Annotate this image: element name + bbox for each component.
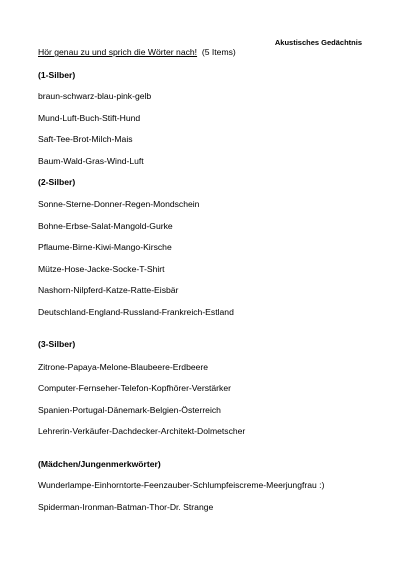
- section-heading-2-silber: (2-Silber): [38, 177, 76, 187]
- word-list-item: Baum-Wald-Gras-Wind-Luft: [38, 156, 144, 166]
- word-list-item: Pflaume-Birne-Kiwi-Mango-Kirsche: [38, 242, 172, 252]
- word-list-item: Computer-Fernseher-Telefon-Kopfhörer-Verstärker: [38, 383, 231, 393]
- instruction-text: Hör genau zu und sprich die Wörter nach!: [38, 47, 198, 57]
- word-list-item: Mund-Luft-Buch-Stift-Hund: [38, 113, 141, 123]
- section-heading-3-silber: (3-Silber): [38, 339, 76, 349]
- item-count: (5 Items): [201, 47, 236, 57]
- word-list-item: braun-schwarz-blau-pink-gelb: [38, 91, 152, 101]
- section-heading-merkwoerter: (Mädchen/Jungenmerkwörter): [38, 459, 161, 469]
- instruction-line: [38, 47, 236, 58]
- word-list-item: Spanien-Portugal-Dänemark-Belgien-Österreich: [38, 405, 221, 415]
- word-list-item: Sonne-Sterne-Donner-Regen-Mondschein: [38, 199, 200, 209]
- word-list-item: Nashorn-Nilpferd-Katze-Ratte-Eisbär: [38, 285, 179, 295]
- word-list-item: Mütze-Hose-Jacke-Socke-T-Shirt: [38, 264, 165, 274]
- word-list-item: Spiderman-Ironman-Batman-Thor-Dr. Strange: [38, 502, 214, 512]
- word-list-item: Zitrone-Papaya-Melone-Blaubeere-Erdbeere: [38, 362, 209, 372]
- word-list-item: Wunderlampe-Einhorntorte-Feenzauber-Schlumpfeiscreme-Meerjungfrau :): [38, 480, 325, 490]
- word-list-item: Lehrerin-Verkäufer-Dachdecker-Architekt-Dolmetscher: [38, 426, 246, 436]
- word-list-item: Bohne-Erbse-Salat-Mangold-Gurke: [38, 221, 173, 231]
- document-title: Akustisches Gedächtnis: [274, 38, 362, 47]
- word-list-item: Deutschland-England-Russland-Frankreich-Estland: [38, 307, 234, 317]
- word-list-item: Saft-Tee-Brot-Milch-Mais: [38, 134, 133, 144]
- section-heading-1-silber: (1-Silber): [38, 70, 76, 80]
